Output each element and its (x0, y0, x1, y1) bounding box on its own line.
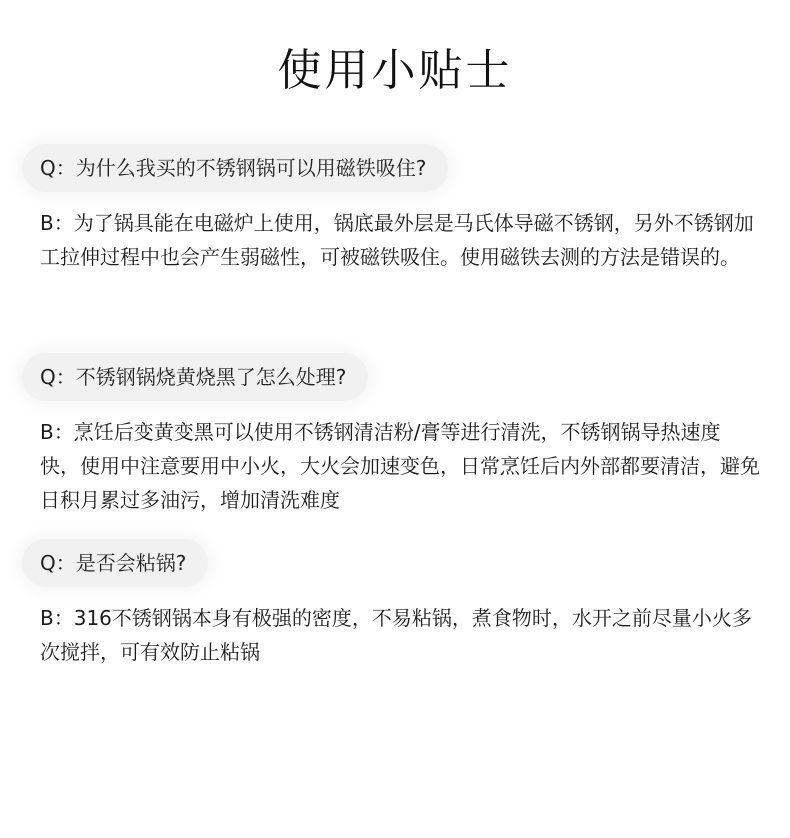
page-title: 使用小贴士 (277, 45, 513, 96)
faq-question-1: Q：为什么我买的不锈钢锅可以用磁铁吸住? (22, 144, 448, 192)
faq-answer-1: B：为了锅具能在电磁炉上使用，锅底最外层是马氏体导磁不锈钢，另外不锈钢加工拉伸过程中也会产生弱磁性，可被磁铁吸住。使用磁铁去测的方法是错误的。 (40, 211, 754, 269)
faq-answer-3: B：316不锈钢锅本身有极强的密度，不易粘锅，煮食物时，水开之前尽量小火多次搅拌，可有效防止粘锅 (40, 606, 752, 664)
faq-question-2: Q：不锈钢锅烧黄烧黑了怎么处理? (22, 353, 368, 401)
faq-question-3: Q：是否会粘锅? (22, 539, 208, 587)
faq-answer-2: B：烹饪后变黄变黑可以使用不锈钢清洁粉/膏等进行清洗，不锈钢锅导热速度快，使用中注意要用中小火，大火会加速变色，日常烹饪后内外部都要清洁，避免日积月累过多油污，增加清洗难度 (40, 420, 760, 512)
